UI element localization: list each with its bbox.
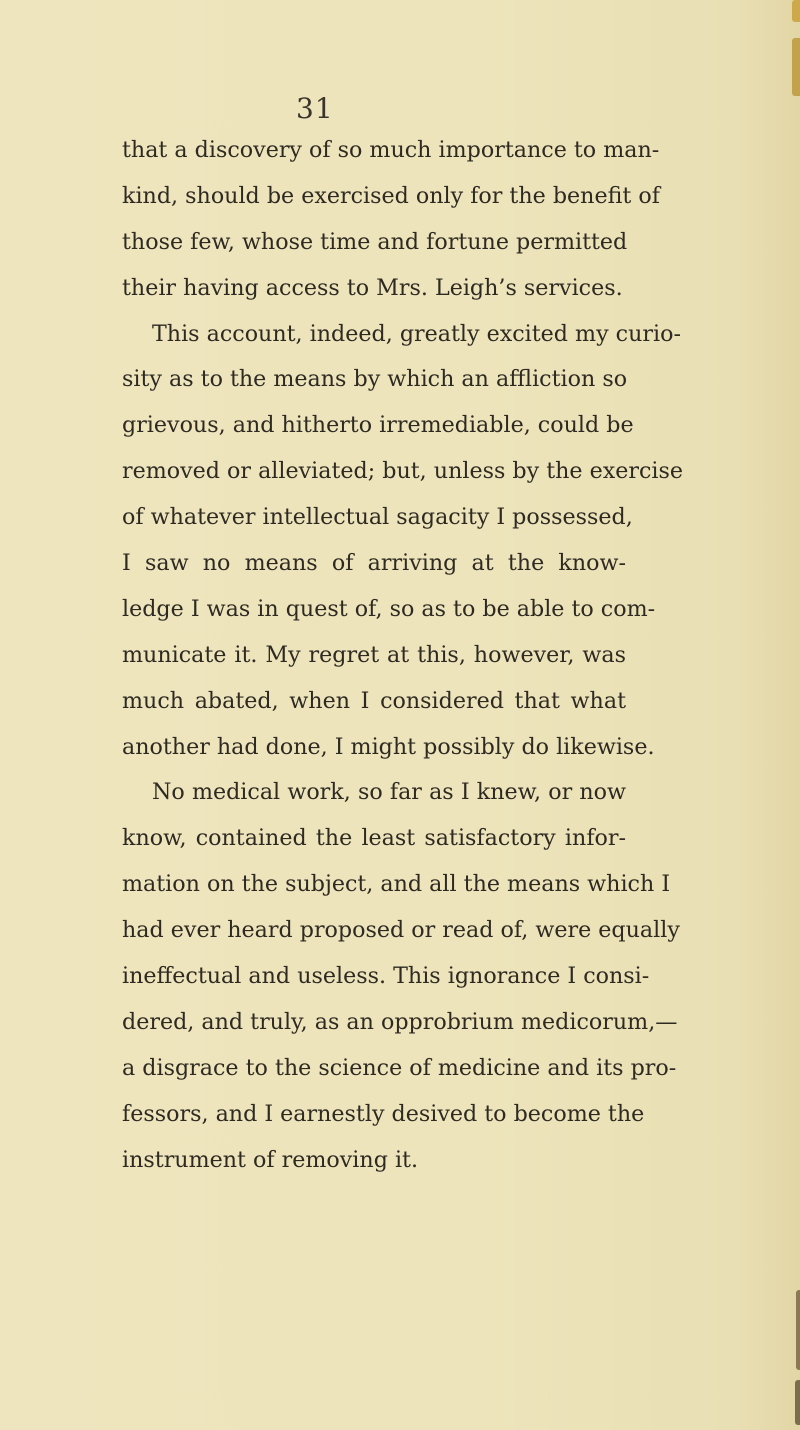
- text-line: of whatever intellectual sagacity I possessed,: [122, 504, 633, 531]
- body-text: [122, 128, 684, 1183]
- text-line: removed or alleviated; but, unless by the exercise: [122, 458, 684, 485]
- text-line: grievous, and hitherto irremediable, could be: [122, 412, 634, 439]
- text-line: mation on the subject, and all the means which I: [122, 871, 671, 898]
- text-line: ineffectual and useless. This ignorance I consi-: [122, 963, 650, 990]
- page-edge-mark: [795, 1380, 800, 1425]
- text-line: had ever heard proposed or read of, were equally: [122, 917, 680, 944]
- text-line: know, contained the least satisfactory infor-: [122, 825, 626, 852]
- text-line: much abated, when I considered that what: [122, 687, 626, 714]
- text-line: kind, should be exercised only for the benefit of: [122, 182, 660, 209]
- page-edge-mark: [796, 1290, 800, 1370]
- text-line: their having access to Mrs. Leigh’s services.: [122, 274, 623, 301]
- text-line: sity as to the means by which an affliction so: [122, 366, 628, 393]
- text-line: instrument of removing it.: [122, 1146, 419, 1173]
- text-line: a disgrace to the science of medicine and its pro-: [122, 1054, 677, 1081]
- text-line: No medical work, so far as I knew, or now: [152, 779, 626, 806]
- page-edge-mark: [792, 38, 800, 96]
- text-line: dered, and truly, as an opprobrium medicorum,—: [122, 1008, 678, 1035]
- text-line: fessors, and I earnestly desived to become the: [122, 1100, 645, 1127]
- page-edge-mark: [792, 0, 800, 22]
- text-line: municate it. My regret at this, however, was: [122, 641, 626, 668]
- text-line: ledge I was in quest of, so as to be able to com-: [122, 595, 656, 622]
- text-line: This account, indeed, greatly excited my curio-: [152, 320, 681, 347]
- text-line: those few, whose time and fortune permitted: [122, 228, 628, 255]
- text-line: another had done, I might possibly do likewise.: [122, 733, 655, 760]
- page-number: 31: [296, 92, 334, 125]
- text-line: I saw no means of arriving at the know-: [122, 550, 626, 577]
- text-line: that a discovery of so much importance to man-: [122, 137, 660, 163]
